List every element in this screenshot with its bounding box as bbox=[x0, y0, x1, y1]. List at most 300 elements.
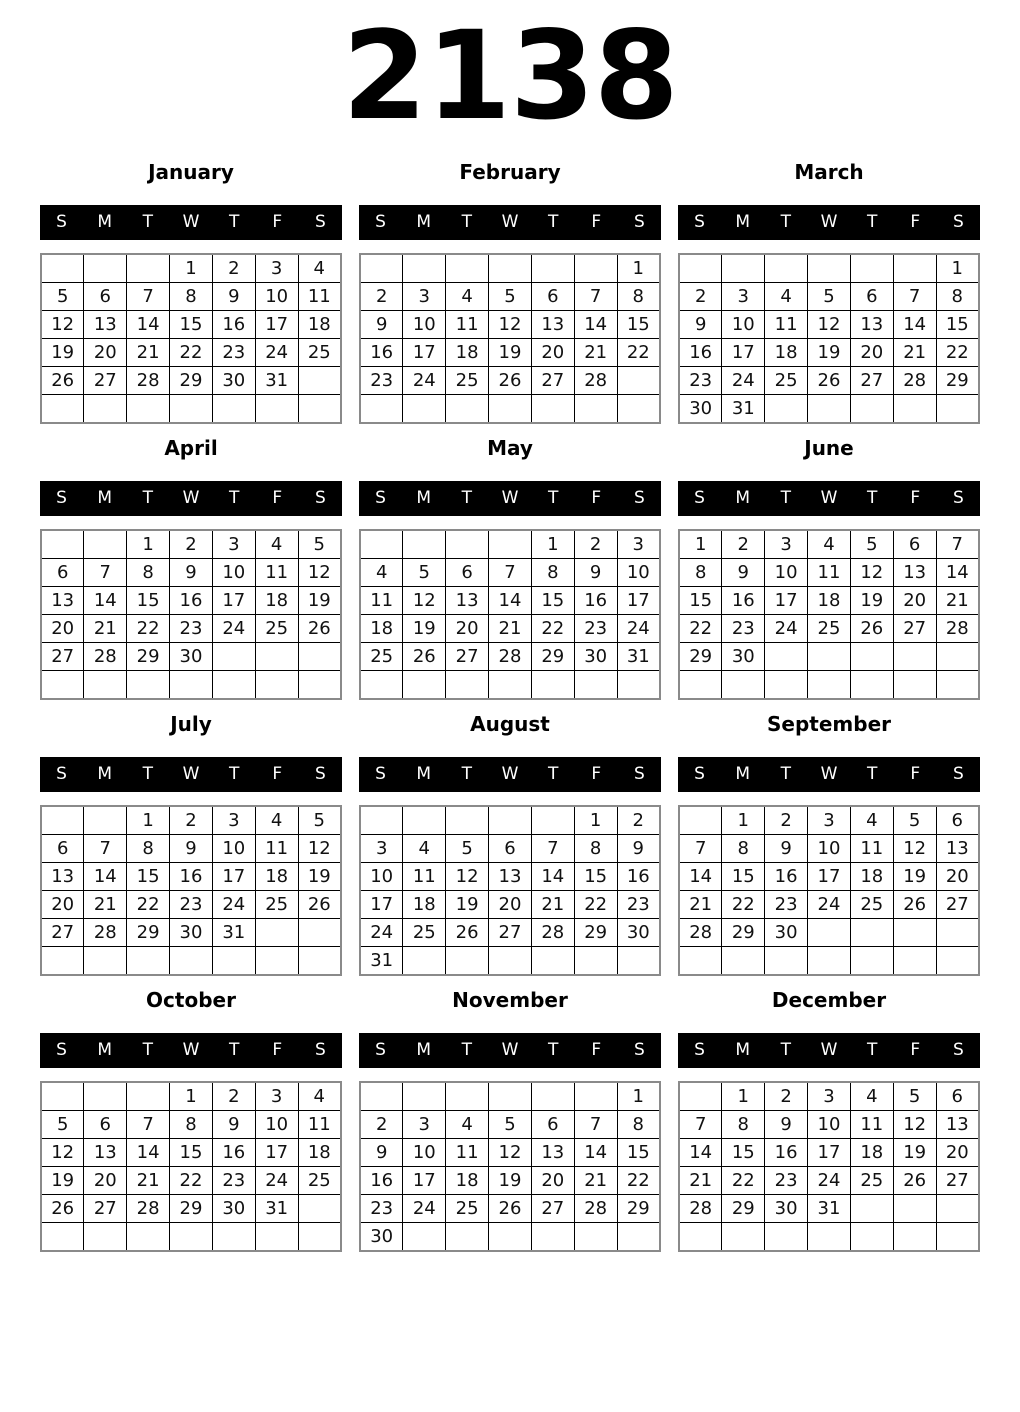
date-cell: 30 bbox=[765, 1195, 808, 1223]
date-cell: 29 bbox=[170, 1195, 213, 1223]
date-cell: 15 bbox=[170, 311, 213, 339]
date-cell: 11 bbox=[298, 283, 341, 311]
date-cell: 5 bbox=[850, 530, 893, 559]
month-april bbox=[40, 436, 342, 700]
date-cell: 19 bbox=[41, 339, 84, 367]
date-cell: 10 bbox=[360, 863, 403, 891]
date-cell: 16 bbox=[170, 587, 213, 615]
weekday-label: T bbox=[142, 212, 154, 233]
date-cell: 23 bbox=[360, 367, 403, 395]
date-cell: 22 bbox=[574, 891, 617, 919]
week-row bbox=[679, 254, 979, 283]
empty-cell bbox=[893, 671, 936, 700]
week-row bbox=[679, 863, 979, 891]
date-cell: 11 bbox=[446, 1139, 489, 1167]
date-cell: 17 bbox=[255, 311, 298, 339]
month-june bbox=[678, 436, 980, 700]
date-cell: 15 bbox=[722, 1139, 765, 1167]
date-cell: 2 bbox=[722, 530, 765, 559]
date-cell: 21 bbox=[893, 339, 936, 367]
date-cell: 8 bbox=[127, 559, 170, 587]
date-cell: 25 bbox=[446, 367, 489, 395]
date-cell: 28 bbox=[574, 367, 617, 395]
date-cell: 3 bbox=[212, 530, 255, 559]
month-title: April bbox=[164, 436, 218, 461]
date-cell: 26 bbox=[41, 367, 84, 395]
week-row bbox=[679, 587, 979, 615]
empty-cell bbox=[850, 254, 893, 283]
date-cell: 8 bbox=[531, 559, 574, 587]
date-cell: 10 bbox=[808, 835, 851, 863]
date-cell: 9 bbox=[765, 1111, 808, 1139]
date-cell: 27 bbox=[936, 891, 979, 919]
date-cell: 22 bbox=[170, 339, 213, 367]
date-cell: 30 bbox=[574, 643, 617, 671]
week-row bbox=[41, 643, 341, 671]
date-cell: 25 bbox=[298, 339, 341, 367]
date-cell: 20 bbox=[850, 339, 893, 367]
date-cell: 14 bbox=[127, 1139, 170, 1167]
weekday-label: F bbox=[272, 1040, 283, 1061]
dates-table bbox=[359, 805, 661, 976]
week-row bbox=[360, 587, 660, 615]
week-row bbox=[41, 1111, 341, 1139]
date-cell: 7 bbox=[127, 1111, 170, 1139]
month-december bbox=[678, 988, 980, 1252]
week-row bbox=[41, 671, 341, 700]
empty-cell bbox=[531, 395, 574, 424]
empty-cell bbox=[170, 395, 213, 424]
month-september bbox=[678, 712, 980, 976]
weekday-label: F bbox=[591, 1040, 602, 1061]
date-cell: 21 bbox=[127, 339, 170, 367]
date-cell: 1 bbox=[127, 530, 170, 559]
date-cell: 8 bbox=[617, 283, 660, 311]
empty-cell bbox=[298, 367, 341, 395]
empty-cell bbox=[808, 395, 851, 424]
date-cell: 30 bbox=[360, 1223, 403, 1252]
weekday-label: M bbox=[735, 488, 751, 509]
weekday-header bbox=[359, 481, 661, 516]
date-cell: 3 bbox=[255, 1082, 298, 1111]
date-cell: 8 bbox=[127, 835, 170, 863]
date-cell: 22 bbox=[531, 615, 574, 643]
dates-table bbox=[678, 805, 980, 976]
date-cell: 18 bbox=[446, 339, 489, 367]
date-cell: 23 bbox=[212, 1167, 255, 1195]
date-cell: 3 bbox=[403, 1111, 446, 1139]
week-row bbox=[679, 1195, 979, 1223]
date-cell: 17 bbox=[765, 587, 808, 615]
weekday-label: M bbox=[416, 1040, 432, 1061]
date-cell: 4 bbox=[403, 835, 446, 863]
weekday-label: T bbox=[142, 1040, 154, 1061]
date-cell: 24 bbox=[722, 367, 765, 395]
empty-cell bbox=[893, 1223, 936, 1252]
date-cell: 13 bbox=[531, 311, 574, 339]
date-cell: 25 bbox=[850, 891, 893, 919]
date-cell: 13 bbox=[41, 587, 84, 615]
empty-cell bbox=[679, 1082, 722, 1111]
empty-cell bbox=[212, 947, 255, 976]
weekday-label: M bbox=[416, 764, 432, 785]
week-row bbox=[360, 891, 660, 919]
weekday-label: M bbox=[97, 764, 113, 785]
date-cell: 6 bbox=[41, 559, 84, 587]
date-cell: 26 bbox=[850, 615, 893, 643]
date-cell: 19 bbox=[850, 587, 893, 615]
empty-cell bbox=[850, 1195, 893, 1223]
date-cell: 7 bbox=[936, 530, 979, 559]
date-cell: 21 bbox=[679, 891, 722, 919]
weekday-label: M bbox=[735, 1040, 751, 1061]
date-cell: 22 bbox=[722, 891, 765, 919]
date-cell: 10 bbox=[255, 1111, 298, 1139]
date-cell: 18 bbox=[808, 587, 851, 615]
empty-cell bbox=[850, 671, 893, 700]
date-cell: 25 bbox=[298, 1167, 341, 1195]
month-january bbox=[40, 160, 342, 424]
date-cell: 4 bbox=[255, 806, 298, 835]
date-cell: 21 bbox=[127, 1167, 170, 1195]
calendar-grid bbox=[0, 160, 1020, 1252]
empty-cell bbox=[765, 395, 808, 424]
date-cell: 25 bbox=[765, 367, 808, 395]
month-august bbox=[359, 712, 661, 976]
empty-cell bbox=[489, 254, 532, 283]
weekday-label: T bbox=[547, 212, 559, 233]
weekday-header bbox=[40, 481, 342, 516]
date-cell: 3 bbox=[212, 806, 255, 835]
weekday-label: F bbox=[910, 212, 921, 233]
date-cell: 15 bbox=[127, 587, 170, 615]
date-cell: 19 bbox=[41, 1167, 84, 1195]
date-cell: 6 bbox=[84, 283, 127, 311]
empty-cell bbox=[127, 1082, 170, 1111]
date-cell: 6 bbox=[936, 1082, 979, 1111]
weekday-label: T bbox=[461, 1040, 473, 1061]
date-cell: 20 bbox=[41, 891, 84, 919]
empty-cell bbox=[936, 1195, 979, 1223]
date-cell: 11 bbox=[850, 1111, 893, 1139]
weekday-label: S bbox=[375, 212, 386, 233]
date-cell: 4 bbox=[298, 1082, 341, 1111]
month-title: May bbox=[487, 436, 533, 461]
date-cell: 28 bbox=[84, 643, 127, 671]
weekday-label: T bbox=[547, 488, 559, 509]
date-cell: 4 bbox=[446, 283, 489, 311]
date-cell: 26 bbox=[893, 1167, 936, 1195]
week-row bbox=[360, 615, 660, 643]
date-cell: 19 bbox=[446, 891, 489, 919]
date-cell: 27 bbox=[531, 367, 574, 395]
week-row bbox=[679, 615, 979, 643]
week-row bbox=[41, 863, 341, 891]
date-cell: 12 bbox=[893, 1111, 936, 1139]
date-cell: 30 bbox=[212, 367, 255, 395]
empty-cell bbox=[84, 1082, 127, 1111]
date-cell: 27 bbox=[850, 367, 893, 395]
date-cell: 26 bbox=[808, 367, 851, 395]
empty-cell bbox=[84, 395, 127, 424]
date-cell: 3 bbox=[617, 530, 660, 559]
empty-cell bbox=[84, 1223, 127, 1252]
date-cell: 22 bbox=[170, 1167, 213, 1195]
date-cell: 30 bbox=[170, 919, 213, 947]
week-row bbox=[41, 947, 341, 976]
week-row bbox=[360, 947, 660, 976]
weekday-label: T bbox=[780, 1040, 792, 1061]
weekday-label: W bbox=[501, 212, 519, 233]
date-cell: 24 bbox=[212, 615, 255, 643]
dates-table bbox=[40, 805, 342, 976]
weekday-label: F bbox=[272, 212, 283, 233]
weekday-label: M bbox=[97, 212, 113, 233]
date-cell: 25 bbox=[446, 1195, 489, 1223]
date-cell: 14 bbox=[127, 311, 170, 339]
date-cell: 19 bbox=[403, 615, 446, 643]
date-cell: 10 bbox=[403, 1139, 446, 1167]
empty-cell bbox=[850, 919, 893, 947]
date-cell: 19 bbox=[893, 1139, 936, 1167]
week-row bbox=[360, 254, 660, 283]
date-cell: 27 bbox=[84, 1195, 127, 1223]
date-cell: 1 bbox=[127, 806, 170, 835]
empty-cell bbox=[489, 1223, 532, 1252]
month-may bbox=[359, 436, 661, 700]
date-cell: 31 bbox=[808, 1195, 851, 1223]
date-cell: 12 bbox=[41, 311, 84, 339]
date-cell: 21 bbox=[84, 891, 127, 919]
weekday-header bbox=[359, 1033, 661, 1068]
date-cell: 11 bbox=[446, 311, 489, 339]
date-cell: 2 bbox=[212, 1082, 255, 1111]
date-cell: 26 bbox=[298, 891, 341, 919]
date-cell: 17 bbox=[808, 863, 851, 891]
date-cell: 1 bbox=[617, 254, 660, 283]
date-cell: 31 bbox=[617, 643, 660, 671]
empty-cell bbox=[403, 1223, 446, 1252]
date-cell: 8 bbox=[936, 283, 979, 311]
empty-cell bbox=[850, 947, 893, 976]
empty-cell bbox=[722, 1223, 765, 1252]
date-cell: 3 bbox=[722, 283, 765, 311]
date-cell: 29 bbox=[679, 643, 722, 671]
date-cell: 24 bbox=[212, 891, 255, 919]
date-cell: 1 bbox=[170, 254, 213, 283]
date-cell: 14 bbox=[574, 311, 617, 339]
month-october bbox=[40, 988, 342, 1252]
weekday-label: S bbox=[953, 212, 964, 233]
week-row bbox=[41, 615, 341, 643]
date-cell: 7 bbox=[574, 1111, 617, 1139]
empty-cell bbox=[360, 254, 403, 283]
empty-cell bbox=[41, 1082, 84, 1111]
date-cell: 31 bbox=[722, 395, 765, 424]
date-cell: 6 bbox=[936, 806, 979, 835]
date-cell: 28 bbox=[127, 367, 170, 395]
date-cell: 24 bbox=[808, 891, 851, 919]
empty-cell bbox=[936, 1223, 979, 1252]
date-cell: 27 bbox=[531, 1195, 574, 1223]
empty-cell bbox=[936, 395, 979, 424]
date-cell: 30 bbox=[170, 643, 213, 671]
date-cell: 31 bbox=[255, 367, 298, 395]
weekday-label: T bbox=[547, 1040, 559, 1061]
date-cell: 1 bbox=[617, 1082, 660, 1111]
empty-cell bbox=[617, 671, 660, 700]
date-cell: 27 bbox=[41, 643, 84, 671]
week-row bbox=[360, 863, 660, 891]
date-cell: 13 bbox=[41, 863, 84, 891]
date-cell: 18 bbox=[765, 339, 808, 367]
empty-cell bbox=[446, 254, 489, 283]
empty-cell bbox=[808, 1223, 851, 1252]
date-cell: 9 bbox=[212, 283, 255, 311]
date-cell: 20 bbox=[446, 615, 489, 643]
date-cell: 15 bbox=[617, 311, 660, 339]
date-cell: 25 bbox=[808, 615, 851, 643]
week-row bbox=[679, 1223, 979, 1252]
date-cell: 8 bbox=[170, 1111, 213, 1139]
dates-table bbox=[678, 253, 980, 424]
weekday-label: T bbox=[866, 212, 878, 233]
date-cell: 13 bbox=[850, 311, 893, 339]
empty-cell bbox=[298, 395, 341, 424]
empty-cell bbox=[127, 671, 170, 700]
date-cell: 17 bbox=[808, 1139, 851, 1167]
weekday-label: M bbox=[735, 212, 751, 233]
date-cell: 25 bbox=[255, 615, 298, 643]
date-cell: 16 bbox=[765, 1139, 808, 1167]
empty-cell bbox=[446, 530, 489, 559]
date-cell: 12 bbox=[893, 835, 936, 863]
empty-cell bbox=[212, 395, 255, 424]
date-cell: 26 bbox=[403, 643, 446, 671]
date-cell: 25 bbox=[850, 1167, 893, 1195]
weekday-header bbox=[678, 757, 980, 792]
date-cell: 18 bbox=[850, 1139, 893, 1167]
date-cell: 16 bbox=[679, 339, 722, 367]
date-cell: 24 bbox=[360, 919, 403, 947]
date-cell: 13 bbox=[489, 863, 532, 891]
month-title: September bbox=[767, 712, 891, 737]
date-cell: 20 bbox=[531, 339, 574, 367]
date-cell: 4 bbox=[255, 530, 298, 559]
empty-cell bbox=[574, 254, 617, 283]
date-cell: 25 bbox=[360, 643, 403, 671]
date-cell: 11 bbox=[255, 559, 298, 587]
empty-cell bbox=[765, 643, 808, 671]
date-cell: 6 bbox=[850, 283, 893, 311]
date-cell: 7 bbox=[127, 283, 170, 311]
week-row bbox=[679, 395, 979, 424]
date-cell: 10 bbox=[765, 559, 808, 587]
empty-cell bbox=[850, 1223, 893, 1252]
month-title: March bbox=[794, 160, 864, 185]
date-cell: 5 bbox=[489, 1111, 532, 1139]
date-cell: 5 bbox=[41, 1111, 84, 1139]
weekday-label: S bbox=[315, 212, 326, 233]
week-row bbox=[679, 1139, 979, 1167]
date-cell: 10 bbox=[617, 559, 660, 587]
date-cell: 9 bbox=[722, 559, 765, 587]
date-cell: 18 bbox=[403, 891, 446, 919]
weekday-label: S bbox=[375, 764, 386, 785]
empty-cell bbox=[41, 947, 84, 976]
date-cell: 23 bbox=[170, 891, 213, 919]
date-cell: 11 bbox=[360, 587, 403, 615]
date-cell: 5 bbox=[298, 530, 341, 559]
date-cell: 20 bbox=[41, 615, 84, 643]
date-cell: 20 bbox=[489, 891, 532, 919]
date-cell: 21 bbox=[574, 1167, 617, 1195]
empty-cell bbox=[212, 1223, 255, 1252]
date-cell: 8 bbox=[170, 283, 213, 311]
empty-cell bbox=[403, 395, 446, 424]
date-cell: 3 bbox=[808, 806, 851, 835]
empty-cell bbox=[403, 806, 446, 835]
weekday-label: F bbox=[591, 212, 602, 233]
empty-cell bbox=[765, 1223, 808, 1252]
empty-cell bbox=[531, 671, 574, 700]
date-cell: 4 bbox=[360, 559, 403, 587]
empty-cell bbox=[679, 671, 722, 700]
weekday-label: T bbox=[461, 212, 473, 233]
weekday-label: F bbox=[591, 764, 602, 785]
week-row bbox=[679, 671, 979, 700]
empty-cell bbox=[84, 254, 127, 283]
date-cell: 4 bbox=[765, 283, 808, 311]
date-cell: 31 bbox=[212, 919, 255, 947]
date-cell: 4 bbox=[850, 1082, 893, 1111]
date-cell: 23 bbox=[212, 339, 255, 367]
date-cell: 27 bbox=[489, 919, 532, 947]
date-cell: 22 bbox=[127, 615, 170, 643]
date-cell: 1 bbox=[722, 1082, 765, 1111]
date-cell: 14 bbox=[84, 863, 127, 891]
weekday-label: S bbox=[953, 488, 964, 509]
date-cell: 2 bbox=[360, 1111, 403, 1139]
empty-cell bbox=[850, 395, 893, 424]
date-cell: 9 bbox=[617, 835, 660, 863]
date-cell: 5 bbox=[893, 1082, 936, 1111]
date-cell: 11 bbox=[765, 311, 808, 339]
weekday-label: M bbox=[97, 1040, 113, 1061]
date-cell: 28 bbox=[574, 1195, 617, 1223]
empty-cell bbox=[360, 1082, 403, 1111]
weekday-header bbox=[678, 481, 980, 516]
date-cell: 19 bbox=[298, 863, 341, 891]
date-cell: 25 bbox=[255, 891, 298, 919]
date-cell: 5 bbox=[41, 283, 84, 311]
date-cell: 26 bbox=[893, 891, 936, 919]
week-row bbox=[41, 395, 341, 424]
weekday-label: S bbox=[694, 212, 705, 233]
week-row bbox=[360, 806, 660, 835]
weekday-label: S bbox=[315, 1040, 326, 1061]
month-title: November bbox=[452, 988, 568, 1013]
date-cell: 1 bbox=[574, 806, 617, 835]
date-cell: 16 bbox=[360, 1167, 403, 1195]
weekday-label: T bbox=[780, 212, 792, 233]
weekday-header bbox=[40, 757, 342, 792]
date-cell: 7 bbox=[84, 835, 127, 863]
weekday-label: M bbox=[416, 212, 432, 233]
weekday-label: F bbox=[910, 764, 921, 785]
empty-cell bbox=[531, 1223, 574, 1252]
date-cell: 28 bbox=[84, 919, 127, 947]
